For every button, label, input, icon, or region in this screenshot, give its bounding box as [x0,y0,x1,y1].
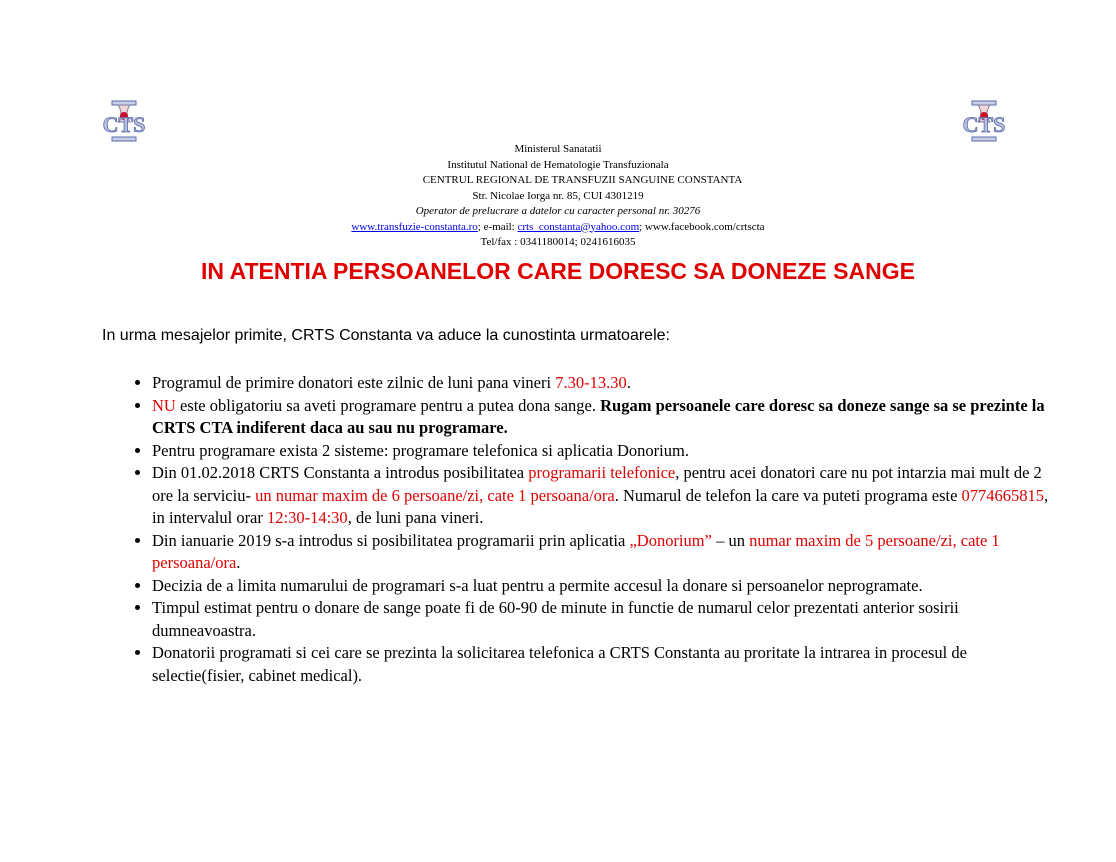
list-item [152,642,1062,687]
operator-line: Operator de prelucrare a datelor cu caracter personal nr. 30276 [415,205,701,217]
item-text: Donatorii programati si cei care se prezinta la solicitarea telefonica a CRTS Constanta au proritate la intrarea in procesul de selectie(fisier, cabinet medical). [152,643,967,685]
item-highlight: „Donorium” [629,530,712,550]
item-text: – un [711,530,750,550]
item-text: Programul de primire donatori este zilnic de luni pana vineri [152,373,556,392]
list-item [152,575,1062,598]
item-text: este obligatoriu sa aveti programare pentru a putea dona sange. [175,395,601,415]
item-bold-text: Rugam persoanele care doresc sa doneze sange sa se prezinte la CRTS CTA indiferent daca au sau nu programare. [152,395,1045,437]
item-text: , pentru acei donatori care nu pot intarzia mai mult de 2 ore la serviciu- [152,463,1042,505]
svg-text:CTS: CTS [102,112,146,137]
notice-title: IN ATENTIA PERSOANELOR CARE DORESC SA DONEZE SANGE [201,258,915,284]
item-text: . Numarul de telefon la care va puteti programa este [614,485,962,505]
list-item [152,372,1062,395]
contact-line [0,220,1116,236]
ministry-line: Ministerul Sanatatii [514,143,602,155]
facebook-text: ; www.facebook.com/crtscta [639,220,765,233]
email-prefix: ; e-mail: [477,220,518,233]
item-highlight: un numar maxim de 6 persoane/zi, cate 1 persoana/ora [255,485,615,505]
item-highlight: 7.30-13.30 [555,373,627,392]
list-item [152,440,1062,463]
phone-line: Tel/fax : 0341180014; 0241616035 [480,236,636,248]
list-item [152,530,1062,575]
institute-line: Institutul National de Hematologie Transfuzionala [447,158,669,171]
list-item [152,395,1062,440]
item-text: Timpul estimat pentru o donare de sange poate fi de 60-90 de minute in functie de numarul celor prezentati anterior sosirii dumneavoastra. [152,598,959,640]
item-highlight: NU [152,395,176,415]
item-text: , in intervalul orar [152,485,1049,527]
item-text: . [236,553,241,572]
item-highlight: numar maxim de 5 persoane/zi, cate 1 persoana/ora [152,530,1000,572]
item-text: Din 01.02.2018 CRTS Constanta a introdus posibilitatea [152,463,529,482]
list-item [152,462,1062,530]
address-line: Str. Nicolae Iorga nr. 85, CUI 4301219 [472,189,644,202]
item-highlight: 12:30-14:30 [267,508,348,527]
item-text: , de luni pana vineri. [347,508,484,527]
website-link[interactable]: www.transfuzie-constanta.ro [351,220,478,233]
intro-text: In urma mesajelor primite, CRTS Constanta va aduce la cunostinta urmatoarele: [102,327,670,344]
list-item [152,597,1062,642]
item-text: Decizia de a limita numarului de programari s-a luat pentru a permite accesul la donare si persoanelor neprogramate. [152,575,923,595]
item-text: Din ianuarie 2019 s-a introdus si posibilitatea programarii prin aplicatia [152,530,630,550]
svg-text:CTS: CTS [962,112,1006,137]
cts-logo-left [98,100,150,142]
phone-number: 0774665815 [961,485,1045,505]
item-text: . [626,373,631,392]
email-link[interactable]: crts_constanta@yahoo.com [517,220,640,233]
item-highlight: programarii telefonice [528,463,676,482]
notice-list [110,372,1062,687]
cts-logo-right [958,100,1010,142]
letterhead [0,142,1116,251]
item-text: Pentru programare exista 2 sisteme: programare telefonica si aplicatia Donorium. [152,440,689,460]
center-line: CENTRUL REGIONAL DE TRANSFUZII SANGUINE CONSTANTA [422,174,743,186]
